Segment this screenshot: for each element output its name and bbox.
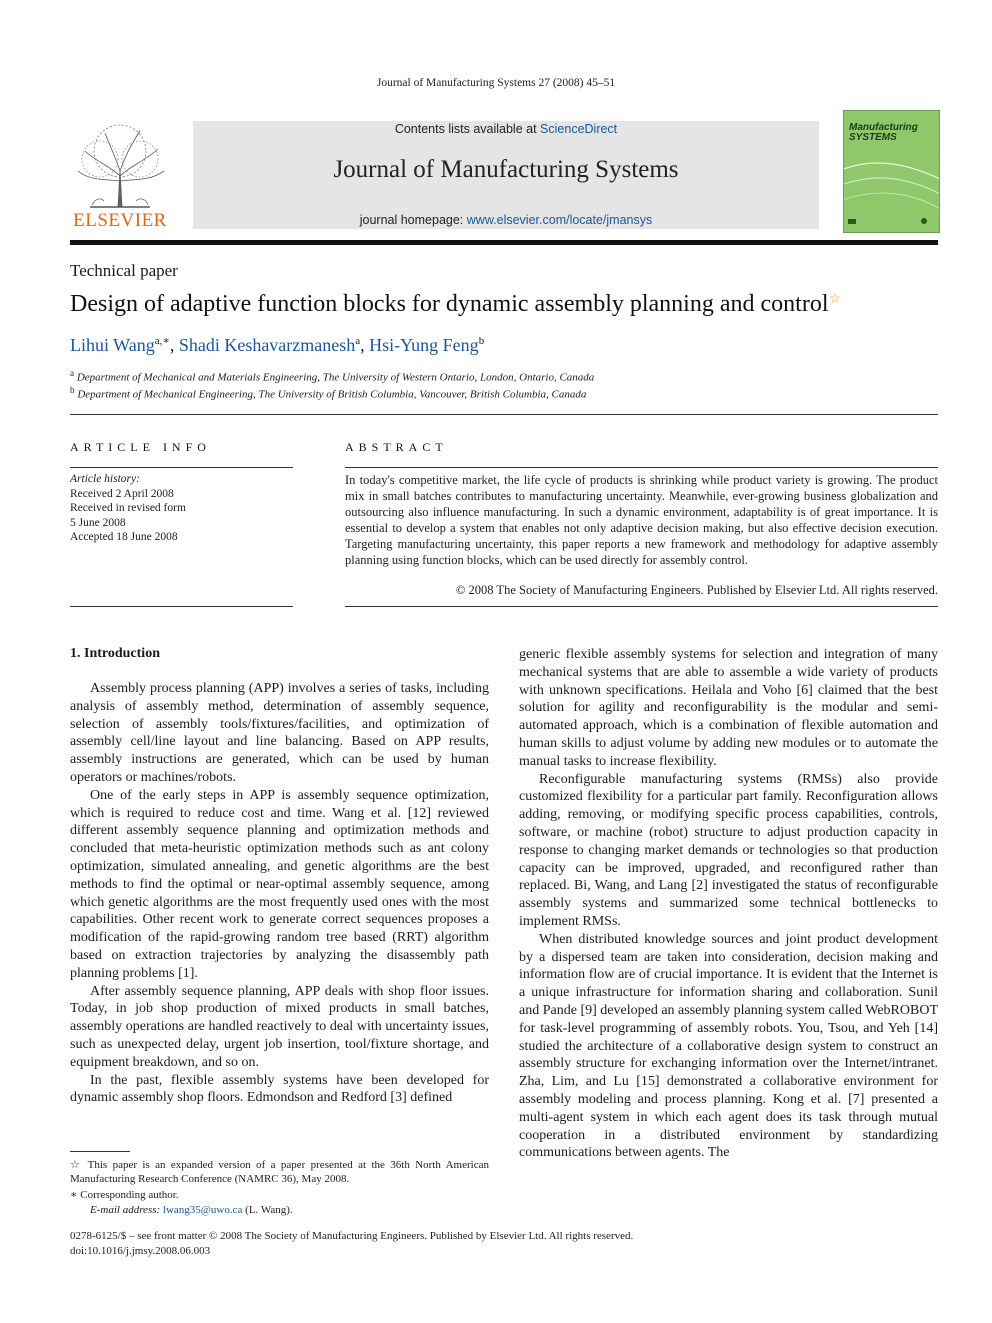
article-type: Technical paper <box>70 261 178 280</box>
footnote-star <box>70 1158 489 1186</box>
paragraph: Assembly process planning (APP) involves a series of tasks, including analysis of assembly method, determination of assembly sequence, selection of assembly tools/fixtures/facilities, and optimization of assembly cell/line layout and line balancing. Based on APP results, assembly instructions are generated, which can be used by human operators or machines/robots. <box>70 681 489 785</box>
title-footnote-star[interactable]: ☆ <box>828 292 842 307</box>
section-heading: 1. Introduction <box>70 646 160 661</box>
right-column <box>519 646 938 1162</box>
journal-title: Journal of Manufacturing Systems <box>333 156 679 183</box>
left-column <box>70 680 489 1107</box>
email-label: E-mail address: <box>90 1204 161 1216</box>
contents-line <box>193 122 819 136</box>
paragraph: When distributed knowledge sources and joint product development by a dispersed team are taken into consideration, decision making and information flow are of crucial importance. It is evident that the Internet is a unique infrastructure for information sharing and collaboration. Sunil and Pande [9] developed an assembly planning system called WebROBOT for task-level programming of assembly robots. You, Tsou, and Yeh [14] studied the architecture of a collaborative design system to construct an assembly structure for exchanging information over the Internet/intranet. Zha, Lim, and Lu [15] demonstrated a collaborative environment for assembly modeling and process planning. Kong et al. [7] presented a multi-agent system in which each agent does its task through mutual cooperation in a distributed environment by standardizing communications between agents. The <box>519 931 938 1161</box>
homepage-link[interactable]: www.elsevier.com/locate/jmansys <box>466 213 653 227</box>
author-name[interactable]: Hsi-Yung Feng <box>369 335 479 355</box>
footnote-corresponding <box>70 1188 489 1202</box>
elsevier-wordmark: ELSEVIER <box>73 210 167 231</box>
abstract-heading: ABSTRACT <box>345 440 448 454</box>
article-history <box>70 472 290 545</box>
affiliation-sup: b <box>70 385 75 395</box>
footnote-asterisk: ∗ <box>70 1189 78 1201</box>
history-label: Article history: <box>70 473 140 485</box>
doi-link[interactable]: doi:10.1016/j.jmsy.2008.06.003 <box>70 1245 211 1257</box>
paragraph: Reconfigurable manufacturing systems (RMSs) also provide customized flexibility for a particular part family. Reconfiguration allows adding, removing, or modifying specific process capabilities, controls, software, or machine (robot) structure to adjust production capacity in response to changing market demands or technologies so that production capacity can be improved, upgraded, and reconfigured rather than replaced. Bi, Wang, and Lang [2] investigated the status of reconfigurable assembly systems and summarized some technical bottlenecks to implement RMSs. <box>519 771 938 929</box>
title-divider <box>70 414 938 415</box>
journal-cover-image <box>843 110 940 233</box>
running-head: Journal of Manufacturing Systems 27 (2008) 45–51 <box>376 77 616 89</box>
contents-prefix: Contents lists available at <box>394 122 537 136</box>
author-sup: a,∗ <box>154 335 170 347</box>
article-info-heading: ARTICLE INFO <box>70 440 211 454</box>
affiliation-text: Department of Mechanical and Materials Engineering, The University of Western Ontario, London, Ontario, Canada <box>76 371 595 384</box>
affiliation <box>70 368 594 384</box>
footnote-rule <box>70 1151 130 1152</box>
footnote-star-mark: ☆ <box>70 1159 83 1171</box>
issn-line: 0278-6125/$ – see front matter © 2008 The Society of Manufacturing Engineers. Published by Elsevier Ltd. All rights reserved. <box>70 1230 634 1242</box>
footnote-email <box>70 1203 489 1217</box>
paragraph: One of the early steps in APP is assembly sequence optimization, which is required to reduce cost and time. Wang et al. [12] reviewed different assembly sequence planning and optimization methods and concluded that meta-heuristic optimization methods such as ant colony optimization, simulated annealing, and genetic algorithms are the best methods to find the optimal or near-optimal assembly sequence, among which genetic algorithms are the most frequently used ones with the most capabilities. Other recent work to generate correct sequences proposes a modification of the rapid-growing random tree based (RRT) algorithm based on extraction trajectories by analyzing the disassembly path planning problems [1]. <box>70 787 489 981</box>
author-name[interactable]: Shadi Keshavarzmanesh <box>178 335 356 355</box>
author-list: Lihui Wang$^{a,∗}$, Shadi Keshavarzmanesh$^a$, Hsi-Yung Feng$^b$ <box>70 335 485 355</box>
article-info-rule-top <box>70 467 293 468</box>
email-suffix: (L. Wang). <box>245 1204 293 1216</box>
history-line: Received in revised form <box>70 502 186 514</box>
footnote-star-text: This paper is an expanded version of a paper presented at the 36th North American Manufacturing Research Conference (NAMRC 36), May 2008. <box>70 1159 489 1185</box>
history-line: Accepted 18 June 2008 <box>70 531 178 543</box>
footnote-corresponding-text: Corresponding author. <box>80 1189 179 1201</box>
author-name[interactable]: Lihui Wang <box>70 335 155 355</box>
paragraph: After assembly sequence planning, APP deals with shop floor issues. Today, in job shop production of mixed products in small batches, assembly operations are handled reactively to deal with uncertainty issues, such as unexpected delay, urgent job insertion, tool/fixture shortage, and equipment breakdown, and so on. <box>70 983 489 1070</box>
article-title <box>70 291 841 318</box>
history-line: Received 2 April 2008 <box>70 487 174 500</box>
article-title-text: Design of adaptive function blocks for dynamic assembly planning and control <box>70 291 829 317</box>
affiliation <box>70 385 586 401</box>
article-info-rule-bottom <box>70 606 293 607</box>
sciencedirect-link[interactable]: ScienceDirect <box>540 122 618 136</box>
paragraph: generic flexible assembly systems for selection and integration of many mechanical systems that are able to assemble a wide variety of products with unknown specifications. Heilala and Voho [6] claimed that the best solution for agility and reconfigurability is the modular and semi-automated approach, which is a combination of flexible automation and human skills to adjust volume by adding new modules or to automate the manual tasks to increase flexibility. <box>519 647 938 769</box>
author-sup: b <box>478 335 485 347</box>
cover-title: Manufacturing SYSTEMS <box>849 122 918 143</box>
homepage-line <box>193 213 819 227</box>
abstract-rule-bottom <box>345 606 938 607</box>
affiliation-text: Department of Mechanical Engineering, The University of British Columbia, Vancouver, British Columbia, Canada <box>77 388 587 401</box>
author-sup: a <box>355 335 361 347</box>
abstract-text: In today's competitive market, the life cycle of products is shrinking while product variety is growing. The product mix in small batches contributes to manufacturing uncertainty. Meanwhile, ever-growing business globalization and outsourcing also influence manufacturing. In such a dynamic environment, adaptability is of great importance. It is essential to develop a system that enables not only adaptive decision making, but also effective decision execution. Targeting manufacturing uncertainty, this paper reports a new framework and methodology for adaptive assembly planning using function blocks, which can be used directly for assembly control. <box>345 473 938 567</box>
header-rule <box>70 240 938 245</box>
history-line: 5 June 2008 <box>70 516 126 529</box>
abstract-copyright: © 2008 The Society of Manufacturing Engineers. Published by Elsevier Ltd. All rights reserved. <box>455 583 938 597</box>
homepage-prefix: journal homepage: <box>359 213 464 227</box>
paragraph: In the past, flexible assembly systems have been developed for dynamic assembly shop floors. Edmondson and Redford [3] defined <box>70 1072 489 1106</box>
abstract-rule-top <box>345 467 938 468</box>
email-link[interactable]: lwang35@uwo.ca <box>162 1204 243 1216</box>
affiliation-sup: a <box>70 368 75 378</box>
